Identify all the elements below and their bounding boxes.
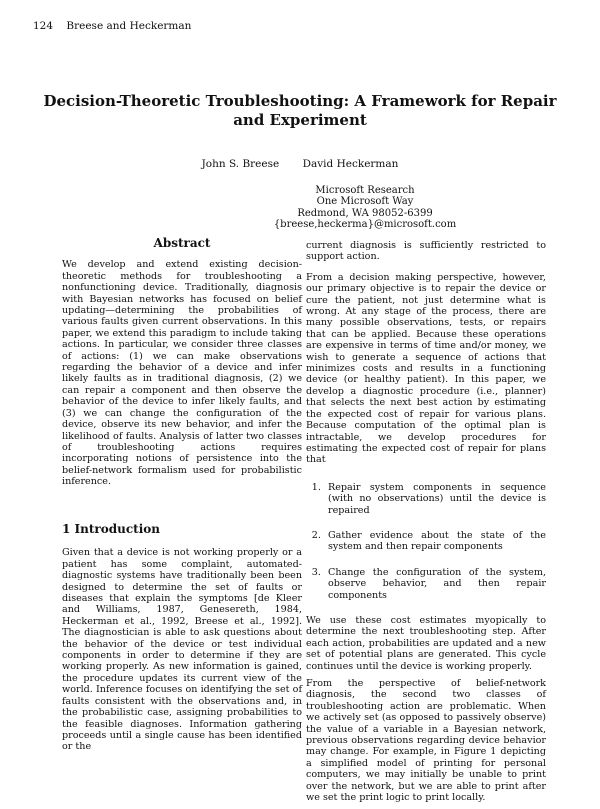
affiliation	[0, 185, 600, 231]
abstract-heading: Abstract	[153, 236, 211, 250]
running-header	[33, 20, 201, 32]
authors	[0, 158, 600, 170]
affiliation-line: One Microsoft Way	[316, 196, 414, 208]
running-head: Breese and Heckerman	[66, 20, 192, 32]
list-item: 1. Repair system components in sequence (with no observations) until the device is repaired	[324, 482, 546, 516]
affiliation-line: Microsoft Research	[315, 185, 415, 196]
list-item: 2. Gather evidence about the state of the system and then repair components	[324, 530, 546, 553]
plan-list	[306, 482, 546, 601]
page-number: 124	[33, 20, 54, 32]
affiliation-line: {breese,heckerma}@microsoft.com	[273, 219, 457, 231]
list-item: 3. Change the configuration of the system, observe behavior, and then repair components	[324, 567, 546, 601]
introduction-section	[62, 524, 302, 759]
abstract-section	[62, 238, 302, 494]
introduction-heading: 1 Introduction	[62, 522, 160, 536]
paragraph: From the perspective of belief-network diagnosis, the second two classes of troubleshooting action are problematic. When we actively set (as opposed to passively observe) the value of a variable in a Bayesian network, previous observations regarding device behavior may change. For example, in Figure 1 depicting a simplified model of printing for personal computers, we may initially be unable to print over the network, but we are able to print after we set the print logic to print locally.	[306, 678, 546, 804]
abstract-text: We develop and extend existing decision-theoretic methods for troubleshooting a nonfunctioning device. Traditionally, diagnosis with Bayesian networks has focused on belief updating—determining the probabilities of various faults given current observations. In this paper, we extend this paradigm to include taking actions. In particular, we consider three classes of actions: (1) we can make observations regarding the behavior of a device and infer likely faults as in traditional diagnosis, (2) we can repair a component and then observe the behavior of the device to infer likely faults, and (3) we can change the configuration of the device, observe its new behavior, and infer the likelihood of faults. Analysis of latter two classes of troubleshooting actions requires incorporating notions of persistence into the belief-network formalism used for probabilistic inference.	[62, 259, 302, 488]
right-column	[306, 240, 546, 809]
paragraph: From a decision making perspective, however, our primary objective is to repair the device or cure the patient, not just determine what is wrong. At any stage of the process, there are many possible observations, tests, or repairs that can be applied. Because these operations are expensive in terms of time and/or money, we wish to generate a sequence of actions that minimizes costs and results in a functioning device (or healthy patient). In this paper, we develop a diagnostic procedure (i.e., planner) that selects the next best action by estimating the expected cost of repair for various plans. Because computation of the optimal plan is intractable, we develop procedures for estimating the expected cost of repair for plans that	[306, 271, 546, 466]
introduction-text: Given that a device is not working properly or a patient has some complaint, automated-diagnostic systems have traditionally been been designed to determine the set of faults or diseases that explain the symptoms [de Kleer and Williams, 1987, Genesereth, 1984, Heckerman et al., 1992, Breese et al., 1992]. The diagnostician is able to ask questions about the behavior of the device or test individual components in order to determine if they are working properly. As new information is gained, the procedure updates its current view of the world. Inference focuses on identifying the set of faults consistent with the observations and, in the probabilistic case, assigning probabilities to the feasible diagnoses. Information gathering proceeds until a single cause has been identified or the	[62, 547, 302, 753]
affiliation-line: Redmond, WA 98052-6399	[297, 207, 433, 219]
paragraph: We use these cost estimates myopically to determine the next troubleshooting step. After each action, probabilities are updated and a new set of potential plans are generated. This cycle continues until the device is working properly.	[306, 614, 546, 672]
paragraph: current diagnosis is sufficiently restricted to support action.	[306, 240, 546, 263]
author: David Heckerman	[302, 158, 399, 170]
author: John S. Breese	[201, 158, 280, 170]
paper-title: Decision-Theoretic Troubleshooting: A Framework for Repair and Experiment	[43, 92, 557, 129]
